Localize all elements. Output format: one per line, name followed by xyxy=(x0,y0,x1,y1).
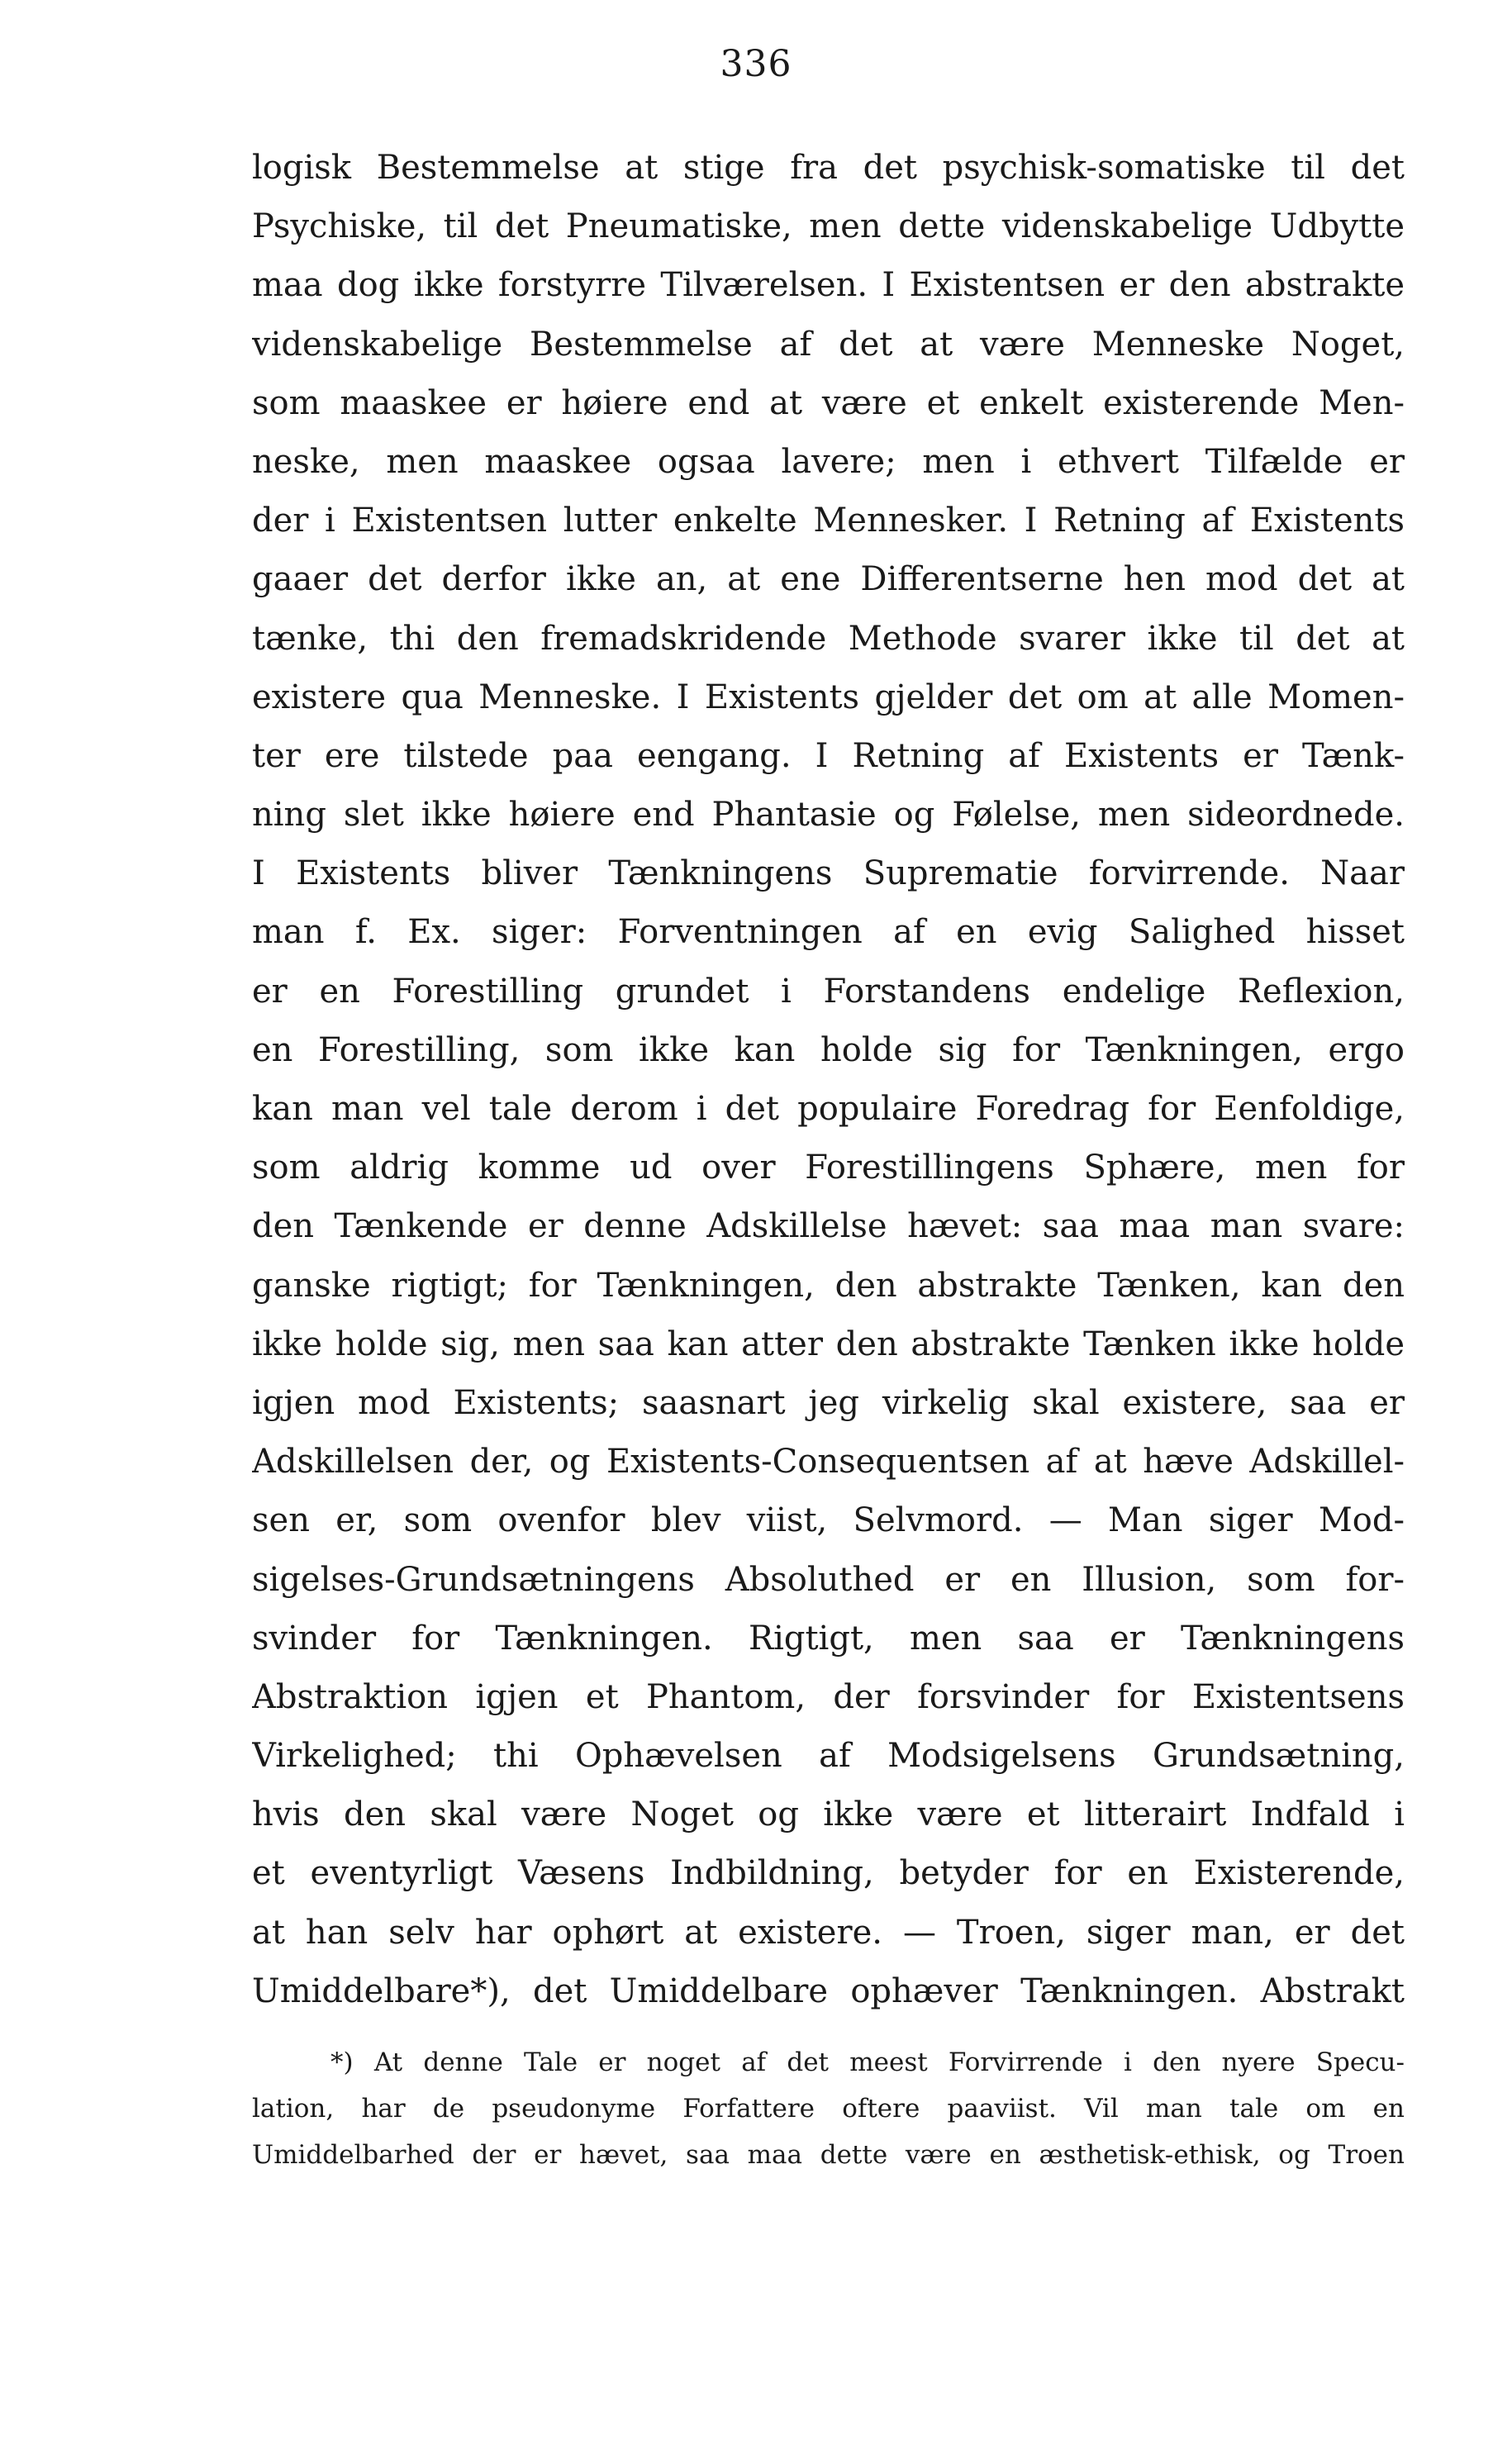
footnote-line: Umiddelbarhed der er hævet, saa maa dette være en æsthetisk-ethisk, og Troen xyxy=(252,2140,1405,2170)
text-line: Psychiske, til det Pneumatiske, men dette videnskabelige Udbytte xyxy=(252,207,1405,246)
text-line: igjen mod Existents; saasnart jeg virkelig skal existere, saa er xyxy=(252,1383,1405,1422)
footnote xyxy=(252,2039,1405,2178)
text-line: som maaskee er høiere end at være et enkelt existerende Men- xyxy=(252,383,1405,422)
text-line: hvis den skal være Noget og ikke være et litterairt Indfald i xyxy=(252,1796,1405,1834)
text-line: et eventyrligt Væsens Indbildning, betyder for en Existerende, xyxy=(252,1854,1405,1893)
text-line: videnskabelige Bestemmelse af det at være Menneske Noget, xyxy=(252,325,1405,364)
text-line: gaaer det derfor ikke an, at ene Differentserne hen mod det at xyxy=(252,560,1405,599)
text-line: der i Existentsen lutter enkelte Mennesker. I Retning af Existents xyxy=(252,502,1405,540)
footnote-line: *) At denne Tale er noget af det meest Forvirrende i den nyere Specu- xyxy=(330,2048,1405,2077)
text-line: sen er, som ovenfor blev viist, Selvmord. — Man siger Mod- xyxy=(252,1501,1405,1540)
footnote-line: lation, har de pseudonyme Forfattere oftere paaviist. Vil man tale om en xyxy=(252,2094,1405,2124)
text-line: maa dog ikke forstyrre Tilværelsen. I Existentsen er den abstrakte xyxy=(252,266,1405,305)
text-line: Umiddelbare*), det Umiddelbare ophæver Tænkningen. Abstrakt xyxy=(252,1972,1405,2010)
text-line: Abstraktion igjen et Phantom, der forsvinder for Existentsens xyxy=(252,1677,1405,1716)
text-line: sigelses-Grundsætningens Absoluthed er en Illusion, som for- xyxy=(252,1560,1405,1599)
text-line: at han selv har ophørt at existere. — Troen, siger man, er det xyxy=(252,1913,1405,1952)
text-line: Adskillelsen der, og Existents-Consequentsen af at hæve Adskillel- xyxy=(252,1443,1405,1482)
page-number: 336 xyxy=(720,43,792,85)
text-line: en Forestilling, som ikke kan holde sig for Tænkningen, ergo xyxy=(252,1030,1405,1069)
text-line: som aldrig komme ud over Forestillingens Sphære, men for xyxy=(252,1149,1405,1187)
text-line: Virkelighed; thi Ophævelsen af Modsigelsens Grundsætning, xyxy=(252,1737,1405,1776)
text-line: den Tænkende er denne Adskillelse hævet: saa maa man svare: xyxy=(252,1207,1405,1246)
text-line: neske, men maaskee ogsaa lavere; men i ethvert Tilfælde er xyxy=(252,442,1405,481)
text-line: tænke, thi den fremadskridende Methode svarer ikke til det at xyxy=(252,619,1405,658)
text-line: ikke holde sig, men saa kan atter den abstrakte Tænken ikke holde xyxy=(252,1325,1405,1363)
body-text xyxy=(252,139,1405,2021)
text-line: svinder for Tænkningen. Rigtigt, men saa er Tænkningens xyxy=(252,1619,1405,1658)
text-line: ter ere tilstede paa eengang. I Retning af Existents er Tænk- xyxy=(252,736,1405,775)
text-line: existere qua Menneske. I Existents gjelder det om at alle Momen- xyxy=(252,678,1405,716)
text-line: kan man vel tale derom i det populaire Foredrag for Eenfoldige, xyxy=(252,1090,1405,1128)
text-line: ning slet ikke høiere end Phantasie og Følelse, men sideordnede. xyxy=(252,796,1405,835)
text-line: er en Forestilling grundet i Forstandens endelige Reflexion, xyxy=(252,972,1405,1011)
text-line: I Existents bliver Tænkningens Suprematie forvirrende. Naar xyxy=(252,854,1405,893)
text-line: logisk Bestemmelse at stige fra det psychisk-somatiske til det xyxy=(252,149,1405,187)
text-line: ganske rigtigt; for Tænkningen, den abstrakte Tænken, kan den xyxy=(252,1266,1405,1305)
text-line: man f. Ex. siger: Forventningen af en evig Salighed hisset xyxy=(252,913,1405,952)
